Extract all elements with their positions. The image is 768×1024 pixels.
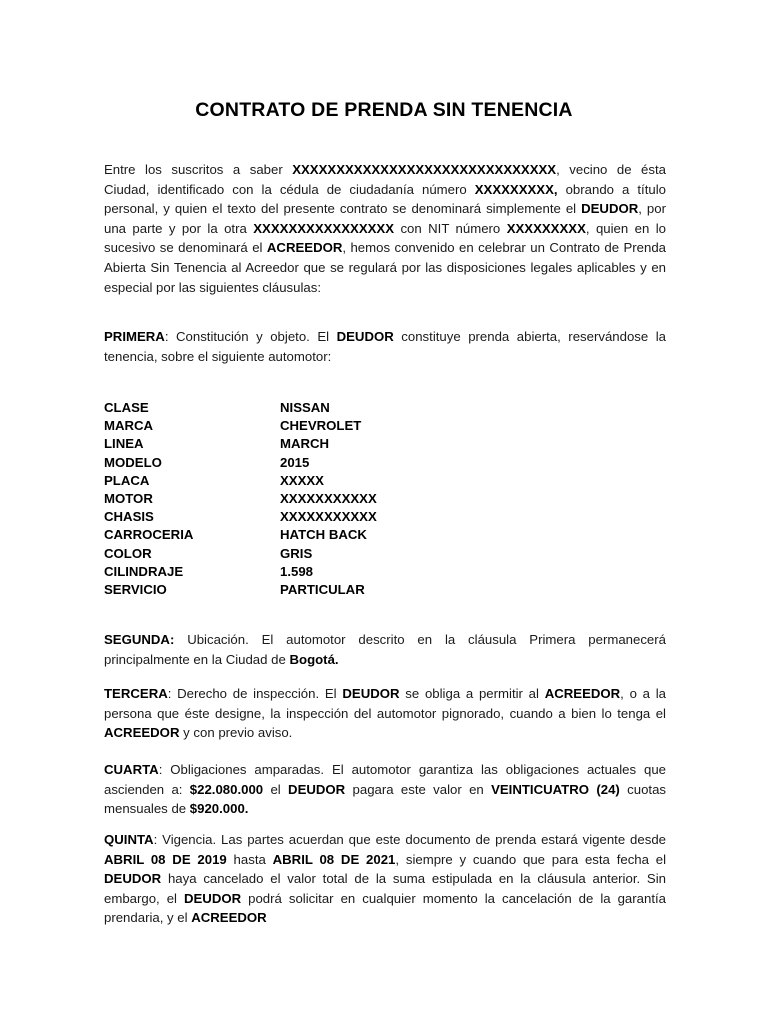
spec-label: CILINDRAJE	[104, 563, 184, 579]
spec-label: COLOR	[104, 545, 152, 561]
clause-segunda-city: Bogotá.	[289, 651, 339, 667]
clause-cuarta-number: CUARTA	[104, 762, 159, 777]
clause-quinta-creditor-label: ACREEDOR	[191, 910, 267, 926]
debtor-party-name: XXXXXXXXXXXXXXXXXXXXXXXXXXXXXX	[292, 162, 557, 177]
clause-tercera-text-2: se obliga a permitir al	[399, 686, 545, 701]
clause-quinta	[104, 830, 666, 928]
clause-segunda-paragraph	[104, 630, 666, 669]
preamble-text-7: , hemos convenido en celebrar un Contrato de Prenda Abierta Sin Tenencia al Acreedor que se regulará por las disposiciones legales aplicables y en especial por las siguientes cláusulas:	[104, 240, 666, 295]
table-row	[104, 454, 504, 472]
clause-tercera-text-3: , o a la persona que éste designe, la inspección del automotor pignorado, cuando a bien lo tenga el	[104, 686, 667, 721]
validity-start-date: ABRIL 08 DE 2019	[104, 851, 227, 867]
spec-label: CHASIS	[104, 509, 154, 525]
clause-quinta-text-2: hasta	[226, 851, 273, 867]
clause-primera-paragraph	[104, 327, 666, 366]
preamble-text-2: , vecino de ésta Ciudad, identificado con la cédula de ciudadanía número	[104, 162, 666, 197]
table-row	[104, 526, 504, 544]
total-obligation-amount: $22.080.000	[189, 781, 264, 797]
spec-label: CLASE	[104, 400, 149, 415]
clause-tercera	[104, 684, 666, 743]
creditor-role-label: ACREEDOR	[266, 240, 343, 256]
table-row	[104, 417, 504, 435]
clause-quinta-text-4: haya cancelado el valor total de la suma estipulada en la cláusula anterior. Sin embargo, el	[104, 871, 666, 906]
vehicle-spec-body	[104, 399, 504, 599]
preamble-text-4: , por una parte y por la otra	[104, 201, 666, 236]
clause-segunda	[104, 630, 666, 669]
clause-quinta-text-1: : Vigencia. Las partes acuerdan que este documento de prenda estará vigente desde	[153, 832, 666, 847]
clause-quinta-text-5: podrá solicitar en cualquier momento la cancelación de la garantía prendaria, y el	[104, 890, 666, 926]
spec-label: CARROCERIA	[104, 527, 194, 543]
spec-label: MOTOR	[104, 491, 153, 507]
table-row	[104, 435, 504, 453]
preamble-text-5: con NIT número	[394, 220, 507, 236]
clause-cuarta-text-3: pagara este valor en	[345, 781, 492, 797]
validity-end-date: ABRIL 08 DE 2021	[272, 851, 396, 867]
clause-cuarta-paragraph	[104, 760, 666, 819]
clause-tercera-text-1: : Derecho de inspección. El	[167, 686, 343, 701]
table-row	[104, 508, 504, 526]
clause-quinta-debtor-label-1: DEUDOR	[104, 871, 162, 887]
vehicle-spec-table	[104, 399, 504, 599]
clause-tercera-number: TERCERA	[104, 686, 168, 701]
clause-tercera-paragraph	[104, 684, 666, 743]
spec-value: 1.598	[280, 563, 314, 579]
spec-label: MARCA	[104, 418, 154, 434]
clause-primera-debtor-label: DEUDOR	[336, 329, 394, 344]
clause-tercera-text-4: y con previo aviso.	[179, 725, 293, 741]
creditor-party-name: XXXXXXXXXXXXXXXX	[253, 220, 395, 236]
clause-quinta-text-3: , siempre y cuando que para esta fecha el	[395, 851, 667, 867]
clause-primera-number: PRIMERA	[104, 329, 165, 344]
debtor-id-number: XXXXXXXXX,	[474, 181, 558, 197]
spec-label: PLACA	[104, 472, 150, 488]
clause-primera-text-1: : Constitución y objeto. El	[164, 329, 337, 344]
table-row	[104, 490, 504, 508]
spec-value: CHEVROLET	[280, 418, 362, 434]
clause-tercera-creditor-label-2: ACREEDOR	[104, 725, 180, 741]
clause-quinta-number: QUINTA	[104, 832, 154, 847]
spec-value: 2015	[280, 454, 310, 470]
clause-quinta-paragraph	[104, 830, 666, 928]
spec-label: MODELO	[104, 454, 162, 470]
clause-tercera-debtor-label: DEUDOR	[342, 686, 400, 701]
spec-value: XXXXX	[280, 472, 324, 488]
clause-cuarta	[104, 760, 666, 819]
installment-amount: $920.000.	[189, 801, 249, 817]
spec-value: MARCH	[280, 436, 330, 452]
table-row	[104, 581, 504, 599]
table-row	[104, 563, 504, 581]
spec-value: GRIS	[280, 545, 313, 561]
clause-primera	[104, 327, 666, 366]
installment-count: VEINTICUATRO (24)	[491, 781, 620, 797]
spec-label: SERVICIO	[104, 582, 167, 598]
spec-value: HATCH BACK	[280, 527, 367, 543]
spec-value: XXXXXXXXXXX	[280, 509, 377, 525]
debtor-role-label: DEUDOR	[581, 201, 639, 217]
table-row	[104, 472, 504, 490]
clause-primera-text-2: constituye prenda abierta, reservándose la tenencia, sobre el siguiente automotor:	[104, 329, 666, 364]
clause-segunda-text-1: Ubicación. El automotor descrito en la cláusula Primera permanecerá principalmente en la Ciudad de	[104, 632, 666, 667]
clause-cuarta-debtor-label: DEUDOR	[288, 781, 346, 797]
clause-cuarta-text-4: cuotas mensuales de	[104, 781, 666, 817]
spec-value: PARTICULAR	[280, 582, 365, 598]
clause-segunda-number: SEGUNDA:	[104, 632, 175, 647]
spec-value: XXXXXXXXXXX	[280, 491, 377, 507]
clause-cuarta-text-2: el	[263, 781, 289, 797]
page-title: CONTRATO DE PRENDA SIN TENENCIA	[195, 99, 573, 122]
clause-tercera-creditor-label-1: ACREEDOR	[544, 686, 621, 701]
table-row	[104, 545, 504, 563]
preamble-text-1: Entre los suscritos a saber	[104, 162, 293, 177]
preamble-text-3: obrando a título personal, y quien el texto del presente contrato se denominará simplemente el	[104, 181, 666, 217]
preamble-text-6: , quien en lo sucesivo se denominará el	[104, 220, 667, 256]
creditor-nit-number: XXXXXXXXX	[506, 220, 586, 236]
preamble-section	[104, 160, 666, 297]
table-row	[104, 399, 504, 417]
spec-label: LINEA	[104, 436, 144, 452]
preamble-paragraph	[104, 160, 666, 297]
clause-quinta-debtor-label-2: DEUDOR	[183, 890, 242, 906]
clause-cuarta-text-1: : Obligaciones amparadas. El automotor garantiza las obligaciones actuales que ascienden a:	[104, 762, 666, 797]
spec-value: NISSAN	[280, 400, 330, 415]
